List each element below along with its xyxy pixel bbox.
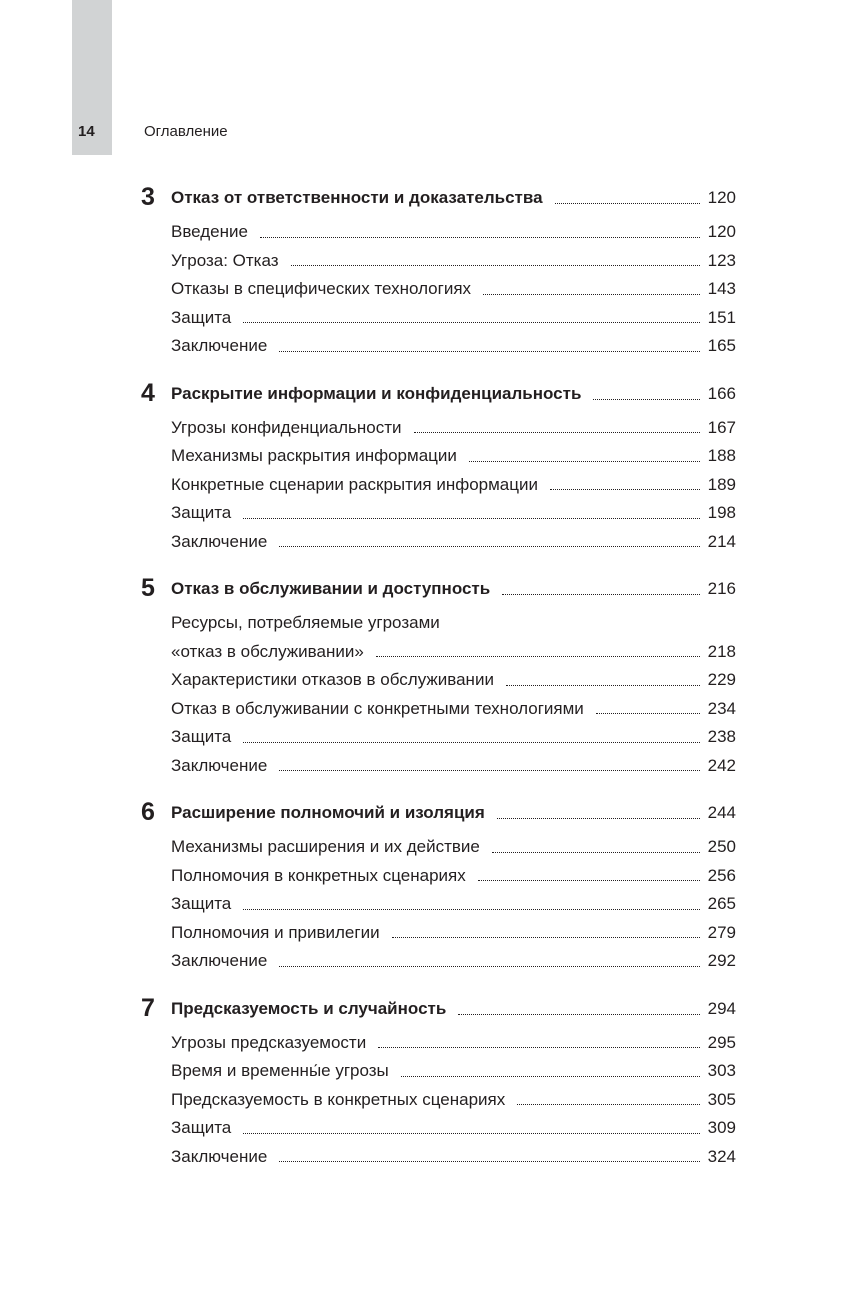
dot-leader — [243, 909, 699, 910]
entry-title: Угрозы предсказуемости — [171, 1032, 367, 1052]
toc-entry[interactable] — [136, 947, 736, 976]
entry-page: 265 — [707, 894, 736, 913]
table-of-contents — [136, 183, 736, 1189]
entry-page: 123 — [707, 250, 736, 270]
entry-page: 218 — [707, 641, 736, 661]
entry-page: 292 — [707, 951, 736, 970]
chapter-number: 6 — [141, 798, 155, 826]
entry-page: 279 — [707, 922, 736, 942]
toc-entry[interactable] — [136, 862, 736, 891]
chapter-page: 294 — [707, 998, 736, 1018]
page-number: 14 — [78, 123, 95, 140]
toc-entry[interactable] — [136, 1029, 736, 1058]
toc-entry[interactable] — [136, 666, 736, 695]
entry-title: Заключение — [171, 755, 268, 775]
entry-title: Время и временны́е угрозы — [171, 1061, 389, 1080]
entry-title: Отказ в обслуживании с конкретными технологиями — [171, 698, 584, 718]
dot-leader — [555, 203, 700, 204]
entry-page: 295 — [707, 1032, 736, 1052]
dot-leader — [279, 546, 699, 547]
entry-page: 229 — [707, 670, 736, 689]
chapter-title: Отказ в обслуживании и доступность — [171, 579, 491, 598]
dot-leader — [243, 322, 699, 323]
chapter-3 — [136, 183, 736, 361]
dot-leader — [401, 1076, 700, 1077]
chapter-title: Отказ от ответственности и доказательства — [171, 188, 543, 207]
chapter-heading[interactable] — [136, 798, 736, 828]
dot-leader — [260, 237, 700, 238]
chapter-title: Расширение полномочий и изоляция — [171, 803, 485, 822]
entry-title: Заключение — [171, 1146, 268, 1166]
dot-leader — [497, 818, 700, 819]
toc-entry[interactable] — [136, 1114, 736, 1143]
entry-page: 165 — [707, 336, 736, 355]
toc-entry[interactable] — [136, 304, 736, 333]
dot-leader — [593, 399, 699, 400]
entry-page: 188 — [707, 446, 736, 465]
entry-title: Отказы в специфических технологиях — [171, 279, 472, 298]
toc-entry[interactable] — [136, 919, 736, 948]
dot-leader — [517, 1104, 699, 1105]
dot-leader — [483, 294, 700, 295]
toc-entry[interactable] — [136, 332, 736, 361]
entry-page: 256 — [707, 865, 736, 885]
chapter-page: 244 — [707, 803, 736, 822]
chapter-title: Раскрытие информации и конфиденциальность — [171, 383, 582, 403]
chapter-page: 120 — [707, 188, 736, 207]
entry-title: Конкретные сценарии раскрытия информации — [171, 474, 538, 494]
toc-entry[interactable] — [136, 528, 736, 557]
entry-title: Угроза: Отказ — [171, 250, 279, 270]
dot-leader — [469, 461, 700, 462]
entry-page: 303 — [707, 1061, 736, 1080]
entry-title: Характеристики отказов в обслуживании — [171, 670, 494, 689]
chapter-page: 216 — [707, 579, 736, 598]
chapter-number: 5 — [141, 574, 155, 602]
entry-title: Полномочия в конкретных сценариях — [171, 865, 466, 885]
entry-page: 214 — [707, 531, 736, 551]
dot-leader — [279, 351, 699, 352]
toc-entry[interactable] — [136, 695, 736, 724]
dot-leader — [478, 880, 700, 881]
chapter-4 — [136, 379, 736, 557]
entry-title: Заключение — [171, 531, 268, 551]
toc-entry[interactable] — [136, 638, 736, 667]
entry-page: 189 — [707, 474, 736, 494]
chapter-number: 4 — [141, 378, 155, 407]
chapter-6 — [136, 798, 736, 976]
entry-title: Заключение — [171, 951, 268, 970]
entry-title: Заключение — [171, 336, 268, 355]
entry-title: Защита — [171, 727, 232, 746]
dot-leader — [243, 1133, 699, 1134]
entry-page: 242 — [707, 755, 736, 775]
entry-title: Полномочия и привилегии — [171, 922, 380, 942]
entry-page: 120 — [707, 222, 736, 241]
entry-page: 250 — [707, 837, 736, 856]
dot-leader — [506, 685, 700, 686]
toc-entry[interactable] — [136, 471, 736, 500]
toc-entry[interactable] — [136, 1086, 736, 1115]
chapter-number: 7 — [141, 993, 155, 1022]
entry-title: Предсказуемость в конкретных сценариях — [171, 1089, 506, 1109]
chapter-heading[interactable] — [136, 574, 736, 604]
entry-title: Защита — [171, 1118, 232, 1137]
chapter-heading[interactable] — [136, 183, 736, 213]
toc-entry[interactable] — [136, 890, 736, 919]
entry-title-first-line[interactable]: Ресурсы, потребляемые угрозами — [171, 613, 440, 632]
chapter-heading[interactable] — [136, 379, 736, 409]
chapter-title: Предсказуемость и случайность — [171, 998, 447, 1018]
running-title: Оглавление — [144, 123, 228, 140]
toc-entry[interactable] — [136, 218, 736, 247]
dot-leader — [243, 518, 699, 519]
entry-title: «отказ в обслуживании» — [171, 641, 364, 661]
entry-title: Защита — [171, 503, 232, 522]
toc-entry[interactable] — [136, 1057, 736, 1086]
dot-leader — [376, 656, 700, 657]
dot-leader — [596, 713, 700, 714]
dot-leader — [458, 1014, 699, 1015]
toc-entry[interactable] — [136, 414, 736, 443]
toc-entry[interactable] — [136, 723, 736, 752]
entry-page: 143 — [707, 279, 736, 298]
entry-page: 309 — [707, 1118, 736, 1137]
dot-leader — [414, 432, 700, 433]
dot-leader — [550, 489, 700, 490]
dot-leader — [392, 937, 700, 938]
toc-entry[interactable] — [136, 247, 736, 276]
entry-title: Защита — [171, 894, 232, 913]
entry-title: Защита — [171, 307, 232, 327]
toc-entry[interactable] — [136, 275, 736, 304]
entry-title: Механизмы расширения и их действие — [171, 837, 480, 856]
dot-leader — [492, 852, 700, 853]
chapter-number: 3 — [141, 183, 155, 211]
chapter-5 — [136, 574, 736, 780]
entry-page: 151 — [707, 307, 736, 327]
toc-entry[interactable] — [136, 499, 736, 528]
chapter-page: 166 — [707, 383, 736, 403]
toc-entry[interactable] — [136, 752, 736, 781]
toc-entry[interactable] — [136, 833, 736, 862]
entry-title: Введение — [171, 222, 248, 241]
chapter-heading[interactable] — [136, 994, 736, 1024]
entry-page: 324 — [707, 1146, 736, 1166]
entry-title: Угрозы конфиденциальности — [171, 417, 402, 437]
entry-title: Механизмы раскрытия информации — [171, 446, 457, 465]
dot-leader — [291, 265, 700, 266]
dot-leader — [279, 966, 699, 967]
dot-leader — [243, 742, 699, 743]
dot-leader — [502, 594, 699, 595]
entry-page: 234 — [707, 698, 736, 718]
entry-page: 305 — [707, 1089, 736, 1109]
entry-page: 167 — [707, 417, 736, 437]
dot-leader — [378, 1047, 699, 1048]
dot-leader — [279, 770, 699, 771]
toc-entry[interactable] — [136, 1143, 736, 1172]
entry-page: 198 — [707, 503, 736, 522]
entry-page: 238 — [707, 727, 736, 746]
dot-leader — [279, 1161, 699, 1162]
chapter-7 — [136, 994, 736, 1172]
toc-entry[interactable] — [136, 442, 736, 471]
